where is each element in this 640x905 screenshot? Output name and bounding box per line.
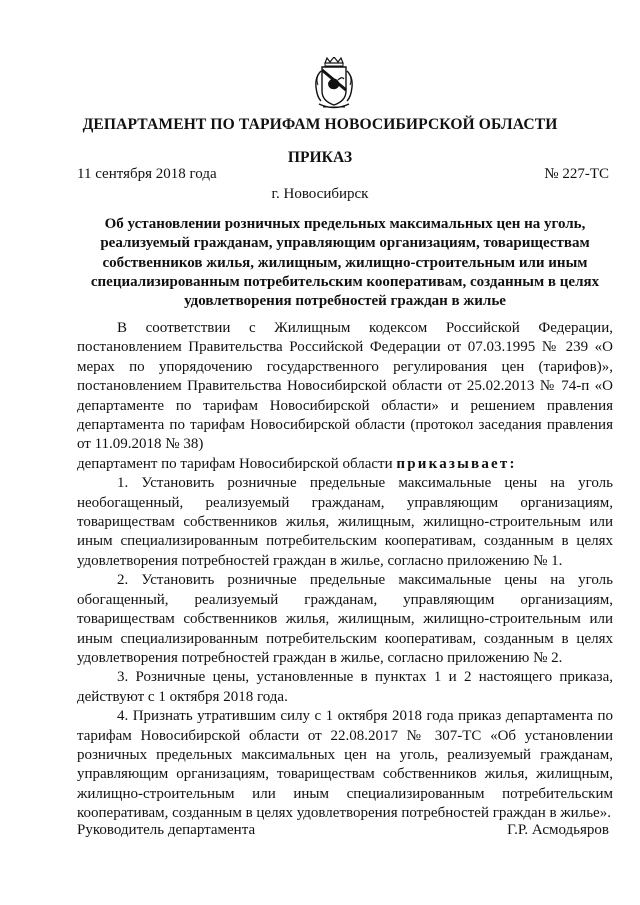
order-subject: Об установлении розничных предельных максимальных цен на уголь, реализуемый гражданам, управляющим организациям, товариществам собственников жилья, жилищным, жилищно-строительным или иным специализированным потребительским кооперативам, созданным в целях удовлетворения потребностей граждан в жилье bbox=[90, 216, 600, 310]
order-body bbox=[77, 319, 613, 824]
order-title: ПРИКАЗ bbox=[287, 149, 353, 166]
department-name: ДЕПАРТАМЕНТ ПО ТАРИФАМ НОВОСИБИРСКОЙ ОБЛАСТИ bbox=[82, 116, 558, 133]
order-item-3: 3. Розничные цены, установленные в пунктах 1 и 2 настоящего приказа, действуют с 1 октября 2018 года. bbox=[77, 669, 613, 705]
decree-lead: департамент по тарифам Новосибирской области bbox=[77, 455, 397, 472]
order-item-2: 2. Установить розничные предельные максимальные цены на уголь обогащенный, реализуемый гражданам, управляющим организациям, товариществам собственников жилья, жилищным, жилищно-строительным или иным специализированным потребительским кооперативам, созданным в целях удовлетворения потребностей граждан в жилье, согласно приложению № 2. bbox=[77, 572, 613, 666]
preamble-paragraph: В соответствии с Жилищным кодексом Российской Федерации, постановлением Правительства Российской Федерации от 07.03.1995 № 239 «О мерах по упорядочению государственного регулирования цен (тарифов)», постановлением Правительства Новосибирской области от 25.02.2013 № 74-п «О департаменте по тарифам Новосибирской области» и решением правления департамента по тарифам Новосибирской области (протокол заседания правления от 11.09.2018 № 38) bbox=[77, 320, 613, 453]
decree-word: приказывает: bbox=[396, 455, 517, 472]
order-date: 11 сентября 2018 года bbox=[77, 166, 217, 182]
signatory-position: Руководитель департамента bbox=[77, 822, 256, 838]
order-city: г. Новосибирск bbox=[271, 186, 369, 202]
order-number: № 227-ТС bbox=[544, 166, 609, 182]
signatory-name: Г.Р. Асмодьяров bbox=[507, 822, 609, 838]
decree-paragraph bbox=[77, 455, 613, 474]
order-item-4: 4. Признать утратившим силу с 1 октября 2018 года приказ департамента по тарифам Новосибирской области от 22.08.2017 № 307-ТС «Об установлении розничных предельных максимальных цен на уголь, реализуемый гражданам, управляющим организациям, товариществам собственников жилья, жилищным, жилищно-строительным или иным специализированным потребительским кооперативам, созданным в целях удовлетворения потребностей граждан в жилье». bbox=[77, 708, 613, 822]
coat-of-arms-icon bbox=[313, 57, 355, 111]
order-item-1: 1. Установить розничные предельные максимальные цены на уголь необогащенный, реализуемый гражданам, управляющим организациям, товариществам собственников жилья, жилищным, жилищно-строительным или иным специализированным потребительским кооперативам, созданным в целях удовлетворения потребностей граждан в жилье, согласно приложению № 1. bbox=[77, 475, 613, 569]
